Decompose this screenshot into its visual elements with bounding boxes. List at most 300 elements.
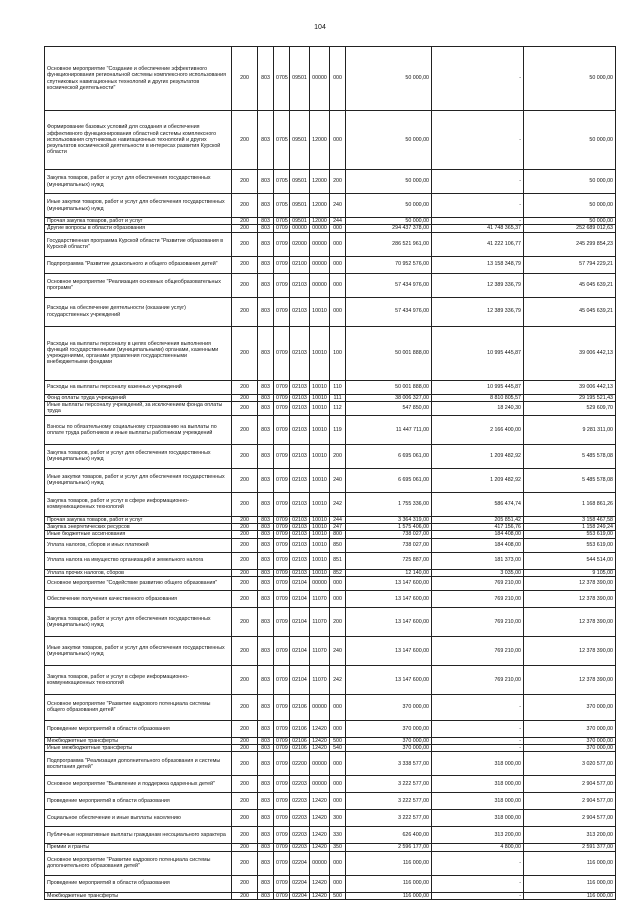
code-direction: 00000	[310, 851, 330, 875]
value-plan: 38 006 327,00	[346, 394, 432, 401]
code-expense-type: 000	[330, 875, 346, 892]
value-executed: 318 000,00	[432, 810, 524, 827]
code-expense-type: 000	[330, 720, 346, 737]
value-executed: 1 209 482,92	[432, 468, 524, 492]
table-row	[45, 851, 616, 875]
code-program: 02103	[290, 273, 310, 297]
code-direction: 12420	[310, 720, 330, 737]
value-plan: 3 364 319,00	[346, 516, 432, 523]
code-section: 0709	[274, 273, 290, 297]
code-grbs: 200	[232, 297, 258, 326]
value-remaining: 3 158 467,58	[524, 516, 616, 523]
table-row	[45, 468, 616, 492]
value-plan: 50 000,00	[346, 47, 432, 111]
row-name: Проведение мероприятий в области образования	[45, 793, 232, 810]
row-name: Иные закупки товаров, работ и услуг для обеспечения государственных (муниципальных) нужд	[45, 636, 232, 665]
code-expense-type: 800	[330, 531, 346, 538]
value-plan: 286 521 961,00	[346, 232, 432, 256]
code-program: 02103	[290, 552, 310, 569]
code-section: 0709	[274, 810, 290, 827]
code-chapter: 803	[258, 531, 274, 538]
code-chapter: 803	[258, 524, 274, 531]
row-name: Расходы на выплаты персоналу казенных учреждений	[45, 380, 232, 394]
value-remaining: 2 904 577,00	[524, 776, 616, 793]
table-row	[45, 297, 616, 326]
code-direction: 12420	[310, 892, 330, 899]
code-grbs: 200	[232, 394, 258, 401]
value-remaining: 1 168 861,26	[524, 492, 616, 516]
code-grbs: 200	[232, 590, 258, 607]
table-row	[45, 516, 616, 523]
value-plan: 725 887,00	[346, 552, 432, 569]
code-chapter: 803	[258, 793, 274, 810]
row-name: Подпрограмма "Развитие дошкольного и общего образования детей"	[45, 256, 232, 273]
code-expense-type: 244	[330, 218, 346, 225]
table-row	[45, 415, 616, 444]
value-plan: 3 222 577,00	[346, 810, 432, 827]
code-section: 0709	[274, 569, 290, 576]
code-expense-type: 000	[330, 225, 346, 232]
code-chapter: 803	[258, 218, 274, 225]
row-name: Премии и гранты	[45, 844, 232, 851]
code-expense-type: 000	[330, 851, 346, 875]
code-section: 0709	[274, 415, 290, 444]
value-executed: 10 995 445,87	[432, 380, 524, 394]
code-direction: 00000	[310, 694, 330, 720]
value-plan: 116 000,00	[346, 851, 432, 875]
value-executed: -	[432, 737, 524, 744]
row-name: Расходы на выплаты персоналу в целях обеспечения выполнения функций государственными (муниципальными) органами, казенными учреждениями, органами управления государственными внебюджетными фондами	[45, 326, 232, 380]
table-row	[45, 401, 616, 415]
value-executed: -	[432, 194, 524, 218]
table-row	[45, 694, 616, 720]
code-program: 02103	[290, 538, 310, 552]
row-name: Основное мероприятие "Реализация основных общеобразовательных программ"	[45, 273, 232, 297]
value-remaining: 529 609,70	[524, 401, 616, 415]
value-executed: -	[432, 47, 524, 111]
code-expense-type: 240	[330, 194, 346, 218]
code-direction: 00000	[310, 776, 330, 793]
code-program: 02103	[290, 444, 310, 468]
value-remaining: 116 000,00	[524, 892, 616, 899]
code-chapter: 803	[258, 232, 274, 256]
table-row	[45, 111, 616, 170]
table-row	[45, 232, 616, 256]
code-expense-type: 200	[330, 170, 346, 194]
code-expense-type: 000	[330, 47, 346, 111]
code-direction: 11070	[310, 607, 330, 636]
code-program: 02000	[290, 232, 310, 256]
code-direction: 00000	[310, 256, 330, 273]
value-remaining: 1 158 249,24	[524, 524, 616, 531]
code-expense-type: 100	[330, 326, 346, 380]
row-name: Закупка товаров, работ и услуг в сфере информационно-коммуникационных технологий	[45, 492, 232, 516]
value-remaining: 50 000,00	[524, 111, 616, 170]
value-remaining: 50 000,00	[524, 170, 616, 194]
code-program: 02104	[290, 576, 310, 590]
code-expense-type: 000	[330, 590, 346, 607]
code-direction: 10010	[310, 415, 330, 444]
code-program: 02103	[290, 492, 310, 516]
code-expense-type: 000	[330, 776, 346, 793]
value-executed: 2 166 400,00	[432, 415, 524, 444]
row-name: Иные закупки товаров, работ и услуг для обеспечения государственных (муниципальных) нужд	[45, 194, 232, 218]
table-row	[45, 752, 616, 776]
code-expense-type: 540	[330, 745, 346, 752]
code-grbs: 200	[232, 326, 258, 380]
code-program: 02106	[290, 737, 310, 744]
code-grbs: 200	[232, 170, 258, 194]
value-plan: 3 222 577,00	[346, 776, 432, 793]
value-remaining: 12 378 390,00	[524, 590, 616, 607]
value-executed: 769 210,00	[432, 576, 524, 590]
value-executed: -	[432, 170, 524, 194]
row-name: Иные закупки товаров, работ и услуг для обеспечения государственных (муниципальных) нужд	[45, 468, 232, 492]
table-row	[45, 47, 616, 111]
code-expense-type: 200	[330, 444, 346, 468]
value-plan: 116 000,00	[346, 892, 432, 899]
value-executed: 769 210,00	[432, 636, 524, 665]
code-chapter: 803	[258, 401, 274, 415]
code-grbs: 200	[232, 793, 258, 810]
code-direction: 10010	[310, 444, 330, 468]
row-name: Основное мероприятие "Содействие развитию общего образования"	[45, 576, 232, 590]
row-name: Межбюджетные трансферты	[45, 737, 232, 744]
code-direction: 12420	[310, 844, 330, 851]
code-direction: 10010	[310, 492, 330, 516]
value-plan: 1 575 406,00	[346, 524, 432, 531]
value-executed: 41 222 106,77	[432, 232, 524, 256]
value-plan: 11 447 711,00	[346, 415, 432, 444]
row-name: Иные межбюджетные трансферты	[45, 745, 232, 752]
code-section: 0709	[274, 225, 290, 232]
table-row	[45, 810, 616, 827]
value-executed: 41 748 365,37	[432, 225, 524, 232]
code-chapter: 803	[258, 576, 274, 590]
code-direction: 10010	[310, 297, 330, 326]
code-program: 02103	[290, 468, 310, 492]
value-plan: 370 000,00	[346, 694, 432, 720]
code-expense-type: 000	[330, 111, 346, 170]
code-program: 09501	[290, 194, 310, 218]
code-chapter: 803	[258, 492, 274, 516]
code-grbs: 200	[232, 737, 258, 744]
code-expense-type: 000	[330, 576, 346, 590]
value-executed: 318 000,00	[432, 793, 524, 810]
code-grbs: 200	[232, 875, 258, 892]
table-row	[45, 380, 616, 394]
code-section: 0709	[274, 297, 290, 326]
table-row	[45, 737, 616, 744]
value-remaining: 116 000,00	[524, 851, 616, 875]
code-grbs: 200	[232, 524, 258, 531]
table-row	[45, 793, 616, 810]
value-plan: 2 596 177,00	[346, 844, 432, 851]
value-plan: 13 147 600,00	[346, 576, 432, 590]
code-program: 02204	[290, 851, 310, 875]
value-remaining: 9 281 311,00	[524, 415, 616, 444]
table-row	[45, 607, 616, 636]
code-program: 09501	[290, 170, 310, 194]
code-section: 0709	[274, 468, 290, 492]
row-name: Иные бюджетные ассигнования	[45, 531, 232, 538]
table-row	[45, 636, 616, 665]
code-grbs: 200	[232, 576, 258, 590]
value-remaining: 9 105,00	[524, 569, 616, 576]
code-program: 09501	[290, 47, 310, 111]
value-plan: 13 147 600,00	[346, 636, 432, 665]
code-chapter: 803	[258, 636, 274, 665]
value-plan: 738 027,00	[346, 538, 432, 552]
row-name: Основное мероприятие "Создание и обеспечение эффективного функционирования региональной системы комплексного использования спутниковых навигационных технологий и других результатов космической деятельности"	[45, 47, 232, 111]
code-grbs: 200	[232, 552, 258, 569]
code-expense-type: 500	[330, 737, 346, 744]
code-expense-type: 000	[330, 273, 346, 297]
code-direction: 12420	[310, 810, 330, 827]
value-remaining: 39 006 442,13	[524, 380, 616, 394]
code-program: 02203	[290, 810, 310, 827]
value-executed: -	[432, 111, 524, 170]
code-section: 0709	[274, 694, 290, 720]
value-plan: 626 400,00	[346, 827, 432, 844]
row-name: Иные выплаты персоналу учреждений, за исключением фонда оплаты труда	[45, 401, 232, 415]
row-name: Уплата налога на имущество организаций и земельного налога	[45, 552, 232, 569]
code-chapter: 803	[258, 225, 274, 232]
row-name: Закупка товаров, работ и услуг в сфере информационно-коммуникационных технологий	[45, 665, 232, 694]
code-section: 0709	[274, 524, 290, 531]
table-row	[45, 194, 616, 218]
code-chapter: 803	[258, 538, 274, 552]
value-remaining: 5 485 578,08	[524, 468, 616, 492]
value-remaining: 29 195 521,43	[524, 394, 616, 401]
value-remaining: 370 000,00	[524, 745, 616, 752]
code-chapter: 803	[258, 468, 274, 492]
table-row	[45, 827, 616, 844]
code-direction: 11070	[310, 590, 330, 607]
code-chapter: 803	[258, 694, 274, 720]
code-section: 0709	[274, 793, 290, 810]
table-row	[45, 531, 616, 538]
value-executed: 181 373,00	[432, 552, 524, 569]
value-executed: 12 389 336,79	[432, 273, 524, 297]
code-grbs: 200	[232, 273, 258, 297]
value-remaining: 45 045 639,21	[524, 297, 616, 326]
value-plan: 738 027,00	[346, 531, 432, 538]
code-program: 02103	[290, 401, 310, 415]
code-section: 0709	[274, 745, 290, 752]
code-chapter: 803	[258, 720, 274, 737]
value-plan: 50 000,00	[346, 218, 432, 225]
code-grbs: 200	[232, 468, 258, 492]
code-expense-type: 300	[330, 810, 346, 827]
value-plan: 70 952 576,00	[346, 256, 432, 273]
code-chapter: 803	[258, 590, 274, 607]
code-section: 0709	[274, 256, 290, 273]
code-section: 0709	[274, 875, 290, 892]
code-direction: 10010	[310, 524, 330, 531]
value-executed: 769 210,00	[432, 607, 524, 636]
value-plan: 57 434 976,00	[346, 297, 432, 326]
row-name: Основное мероприятие "Развитие кадрового потенциала системы дополнительного образования детей"	[45, 851, 232, 875]
code-chapter: 803	[258, 607, 274, 636]
value-executed: 184 408,00	[432, 531, 524, 538]
code-grbs: 200	[232, 111, 258, 170]
row-name: Публичные нормативные выплаты гражданам несоциального характера	[45, 827, 232, 844]
table-row	[45, 844, 616, 851]
code-grbs: 200	[232, 665, 258, 694]
code-chapter: 803	[258, 444, 274, 468]
code-expense-type: 242	[330, 492, 346, 516]
code-section: 0709	[274, 492, 290, 516]
table-row	[45, 218, 616, 225]
value-remaining: 313 200,00	[524, 827, 616, 844]
row-name: Закупка товаров, работ и услуг для обеспечения государственных (муниципальных) нужд	[45, 607, 232, 636]
row-name: Уплата прочих налогов, сборов	[45, 569, 232, 576]
code-expense-type: 110	[330, 380, 346, 394]
budget-table	[44, 46, 616, 900]
code-program: 00000	[290, 225, 310, 232]
code-grbs: 200	[232, 538, 258, 552]
code-direction: 10010	[310, 401, 330, 415]
code-direction: 10010	[310, 531, 330, 538]
table-row	[45, 776, 616, 793]
code-chapter: 803	[258, 326, 274, 380]
code-chapter: 803	[258, 170, 274, 194]
row-name: Расходы на обеспечение деятельности (оказание услуг) государственных учреждений	[45, 297, 232, 326]
code-program: 02103	[290, 524, 310, 531]
value-plan: 13 147 600,00	[346, 607, 432, 636]
code-grbs: 200	[232, 752, 258, 776]
code-program: 02103	[290, 415, 310, 444]
code-direction: 11070	[310, 665, 330, 694]
code-direction: 12420	[310, 745, 330, 752]
code-section: 0709	[274, 516, 290, 523]
value-remaining: 39 006 442,13	[524, 326, 616, 380]
value-plan: 370 000,00	[346, 720, 432, 737]
code-grbs: 200	[232, 194, 258, 218]
code-grbs: 200	[232, 47, 258, 111]
code-grbs: 200	[232, 844, 258, 851]
code-grbs: 200	[232, 444, 258, 468]
code-direction: 12000	[310, 194, 330, 218]
code-section: 0709	[274, 752, 290, 776]
code-grbs: 200	[232, 810, 258, 827]
code-program: 02203	[290, 844, 310, 851]
code-chapter: 803	[258, 875, 274, 892]
value-plan: 13 147 600,00	[346, 590, 432, 607]
value-remaining: 57 794 229,21	[524, 256, 616, 273]
code-expense-type: 111	[330, 394, 346, 401]
code-program: 02106	[290, 694, 310, 720]
code-chapter: 803	[258, 569, 274, 576]
value-remaining: 12 378 390,00	[524, 576, 616, 590]
code-program: 09501	[290, 218, 310, 225]
value-plan: 1 755 336,00	[346, 492, 432, 516]
code-grbs: 200	[232, 516, 258, 523]
table-row	[45, 552, 616, 569]
code-chapter: 803	[258, 415, 274, 444]
value-plan: 6 695 061,00	[346, 468, 432, 492]
code-program: 02103	[290, 516, 310, 523]
code-section: 0709	[274, 636, 290, 665]
code-direction: 12000	[310, 170, 330, 194]
code-chapter: 803	[258, 297, 274, 326]
code-expense-type: 350	[330, 844, 346, 851]
value-remaining: 3 020 577,00	[524, 752, 616, 776]
code-program: 02103	[290, 531, 310, 538]
row-name: Прочая закупка товаров, работ и услуг	[45, 218, 232, 225]
value-plan: 13 147 600,00	[346, 665, 432, 694]
value-plan: 116 000,00	[346, 875, 432, 892]
value-remaining: 2 591 377,00	[524, 844, 616, 851]
code-expense-type: 247	[330, 524, 346, 531]
code-direction: 10010	[310, 538, 330, 552]
code-program: 02100	[290, 256, 310, 273]
code-program: 02103	[290, 394, 310, 401]
code-direction: 00000	[310, 47, 330, 111]
code-chapter: 803	[258, 665, 274, 694]
code-program: 02203	[290, 827, 310, 844]
code-expense-type: 850	[330, 538, 346, 552]
code-section: 0709	[274, 232, 290, 256]
code-program: 02106	[290, 720, 310, 737]
code-direction: 10010	[310, 516, 330, 523]
row-name: Государственная программа Курской области "Развитие образования в Курской области"	[45, 232, 232, 256]
code-section: 0705	[274, 170, 290, 194]
code-grbs: 200	[232, 851, 258, 875]
code-expense-type: 240	[330, 468, 346, 492]
table-row	[45, 569, 616, 576]
code-expense-type: 000	[330, 793, 346, 810]
value-remaining: 245 299 854,23	[524, 232, 616, 256]
row-name: Закупка товаров, работ и услуг для обеспечения государственных (муниципальных) нужд	[45, 444, 232, 468]
code-expense-type: 244	[330, 516, 346, 523]
value-plan: 547 850,00	[346, 401, 432, 415]
code-direction: 00000	[310, 232, 330, 256]
code-direction: 00000	[310, 273, 330, 297]
code-chapter: 803	[258, 752, 274, 776]
value-executed: 318 000,00	[432, 752, 524, 776]
row-name: Социальное обеспечение и иные выплаты населению	[45, 810, 232, 827]
code-section: 0709	[274, 444, 290, 468]
code-direction: 12000	[310, 218, 330, 225]
value-executed: 769 210,00	[432, 665, 524, 694]
code-grbs: 200	[232, 218, 258, 225]
code-chapter: 803	[258, 851, 274, 875]
code-expense-type: 200	[330, 607, 346, 636]
table-row	[45, 225, 616, 232]
code-chapter: 803	[258, 737, 274, 744]
table-row	[45, 444, 616, 468]
code-chapter: 803	[258, 745, 274, 752]
value-executed: -	[432, 745, 524, 752]
code-direction: 12420	[310, 827, 330, 844]
code-direction: 10010	[310, 468, 330, 492]
code-expense-type: 242	[330, 665, 346, 694]
code-section: 0709	[274, 892, 290, 899]
code-chapter: 803	[258, 394, 274, 401]
code-section: 0709	[274, 720, 290, 737]
code-grbs: 200	[232, 569, 258, 576]
code-expense-type: 000	[330, 232, 346, 256]
value-executed: 18 240,30	[432, 401, 524, 415]
value-plan: 57 434 976,00	[346, 273, 432, 297]
value-remaining: 553 619,00	[524, 531, 616, 538]
code-program: 02204	[290, 875, 310, 892]
code-chapter: 803	[258, 380, 274, 394]
code-program: 02104	[290, 607, 310, 636]
row-name: Другие вопросы в области образования	[45, 225, 232, 232]
